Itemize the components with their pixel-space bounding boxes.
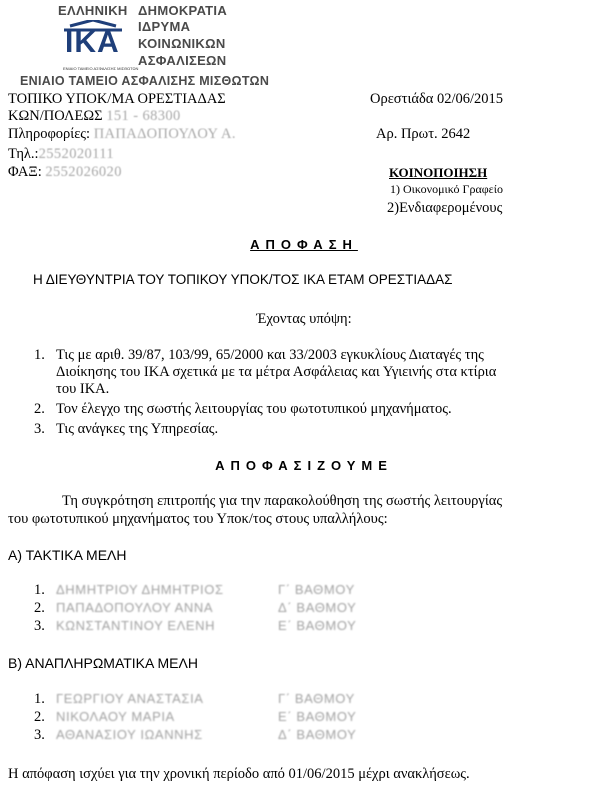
sender-info-label: Πληροφορίες: [8, 126, 91, 142]
republic-label-left: ΕΛΛΗΝΙΚΗ [58, 3, 128, 18]
substitute-member-2-num: 2. [34, 709, 45, 725]
protocol-number: Αρ. Πρωτ. 2642 [376, 126, 471, 142]
consideration-number-1: 1. [34, 347, 45, 363]
ika-logo [60, 20, 139, 72]
sender-info-row [8, 126, 236, 143]
consideration-2: Τον έλεγχο της σωστής λειτουργίας του φωτοτυπικού μηχανήματος. [56, 401, 452, 417]
regular-member-1-name: ΔΗΜΗΤΡΙΟΥ ΔΗΜΗΤΡΙΟΣ [56, 582, 224, 597]
org-line-3: ΑΣΦΑΛΙΣΕΩΝ [138, 53, 227, 68]
regular-member-2-num: 2. [34, 600, 45, 616]
consideration-1-line-2: Διοίκησης του ΙΚΑ σχετικά με τα μέτρα Ασφάλειας και Υγιεινής στα κτίρια [56, 364, 497, 380]
substitute-member-1-grade: Γ΄ ΒΑΘΜΟΥ [278, 691, 355, 706]
substitute-member-2-name: ΝΙΚΟΛΑΟΥ ΜΑΡΙΑ [56, 709, 175, 724]
ika-logo-caption: ΕΝΙΑΙΟ ΤΑΜΕΙΟ ΑΣΦΑΛΙΣΗΣ ΜΙΣΘΩΤΩΝ [63, 66, 139, 71]
considering-label: Έχοντας υπόψη: [256, 311, 352, 327]
substitute-member-2-grade: Ε΄ ΒΑΘΜΟΥ [278, 709, 357, 724]
director-line: Η ΔΙΕΥΘΥΝΤΡΙΑ ΤΟΥ ΤΟΠΙΚΟΥ ΥΠΟΚ/ΤΟΣ ΙΚΑ ΕΤΑΜ ΟΡΕΣΤΙΑΔΑΣ [33, 272, 453, 287]
sender-phone-label: Τηλ.: [8, 146, 39, 162]
regular-member-1-num: 1. [34, 582, 45, 598]
consideration-3: Τις ανάγκες της Υπηρεσίας. [56, 421, 219, 437]
regular-member-2-grade: Δ΄ ΒΑΘΜΟΥ [278, 600, 357, 615]
sender-street-row [8, 108, 181, 125]
decision-line-2: του φωτοτυπικού μηχανήματος του Υποκ/τος στους υπαλλήλους: [8, 511, 388, 527]
consideration-number-2: 2. [34, 401, 45, 417]
sender-fax-value: 2552026020 [45, 164, 122, 180]
substitute-members-heading: Β) ΑΝΑΠΛΗΡΩΜΑΤΙΚΑ ΜΕΛΗ [8, 655, 198, 671]
substitute-member-3-num: 3. [34, 727, 45, 743]
regular-members-heading: Α) ΤΑΚΤΙΚΑ ΜΕΛΗ [8, 547, 127, 563]
org-line-2: ΚΟΙΝΩΝΙΚΩΝ [138, 36, 226, 51]
validity-statement: Η απόφαση ισχύει για την χρονική περίοδο από 01/06/2015 μέχρι ανακλήσεως. [8, 766, 470, 782]
sender-fax-label: ΦΑΞ: [8, 164, 42, 180]
notify-item-2: 2)Ενδιαφερομένους [387, 200, 503, 216]
sender-office: ΤΟΠΙΚΟ ΥΠΟΚ/ΜΑ ΟΡΕΣΤΙΑΔΑΣ [8, 91, 226, 107]
sender-street-label: ΚΩΝ/ΠΟΛΕΩΣ [8, 108, 103, 124]
regular-member-3-num: 3. [34, 618, 45, 634]
consideration-1-line-1: Τις με αριθ. 39/87, 103/99, 65/2000 και 33/2003 εγκυκλίους Διαταγές της [56, 347, 484, 363]
org-line-1: ΙΔΡΥΜΑ [138, 19, 191, 34]
regular-member-1-grade: Γ΄ ΒΑΘΜΟΥ [278, 582, 355, 597]
substitute-member-3-grade: Δ΄ ΒΑΘΜΟΥ [278, 727, 357, 742]
sender-phone-value: 2552020111 [38, 146, 115, 162]
document-title: ΑΠΟΦΑΣΗ [250, 237, 358, 252]
consideration-number-3: 3. [34, 421, 45, 437]
fund-name: ΕΝΙΑΙΟ ΤΑΜΕΙΟ ΑΣΦΑΛΙΣΗΣ ΜΙΣΘΩΤΩΝ [20, 74, 270, 88]
decision-line-1: Τη συγκρότηση επιτροπής για την παρακολούθηση της σωστής λειτουργίας [62, 493, 503, 509]
notify-item-1: 1) Οικονομικό Γραφείο [390, 182, 503, 196]
sender-phone-row [8, 146, 114, 163]
republic-label-right: ΔΗΜΟΚΡΑΤΙΑ [138, 3, 228, 18]
place-date: Ορεστιάδα 02/06/2015 [370, 91, 504, 107]
sender-info-value: ΠΑΠΑΔΟΠΟΥΛΟΥ Α. [93, 126, 236, 142]
sender-street-value: 151 - 68300 [106, 108, 181, 124]
regular-member-3-grade: Ε΄ ΒΑΘΜΟΥ [278, 618, 357, 633]
decide-title: ΑΠΟΦΑΣΙΖΟΥΜΕ [215, 458, 393, 473]
sender-fax-row [8, 164, 122, 181]
substitute-member-1-name: ΓΕΩΡΓΙΟΥ ΑΝΑΣΤΑΣΙΑ [56, 691, 204, 706]
notify-title: ΚΟΙΝΟΠΟΙΗΣΗ [389, 165, 488, 180]
regular-member-3-name: ΚΩΝΣΤΑΝΤΙΝΟΥ ΕΛΕΝΗ [56, 618, 216, 633]
substitute-member-3-name: ΑΘΑΝΑΣΙΟΥ ΙΩΑΝΝΗΣ [56, 727, 203, 742]
regular-member-2-name: ΠΑΠΑΔΟΠΟΥΛΟΥ ΑΝΝΑ [56, 600, 214, 615]
substitute-member-1-num: 1. [34, 691, 45, 707]
consideration-1-line-3: του ΙΚΑ. [56, 381, 110, 397]
ika-logo-text: ΙΚΑ [65, 26, 120, 59]
